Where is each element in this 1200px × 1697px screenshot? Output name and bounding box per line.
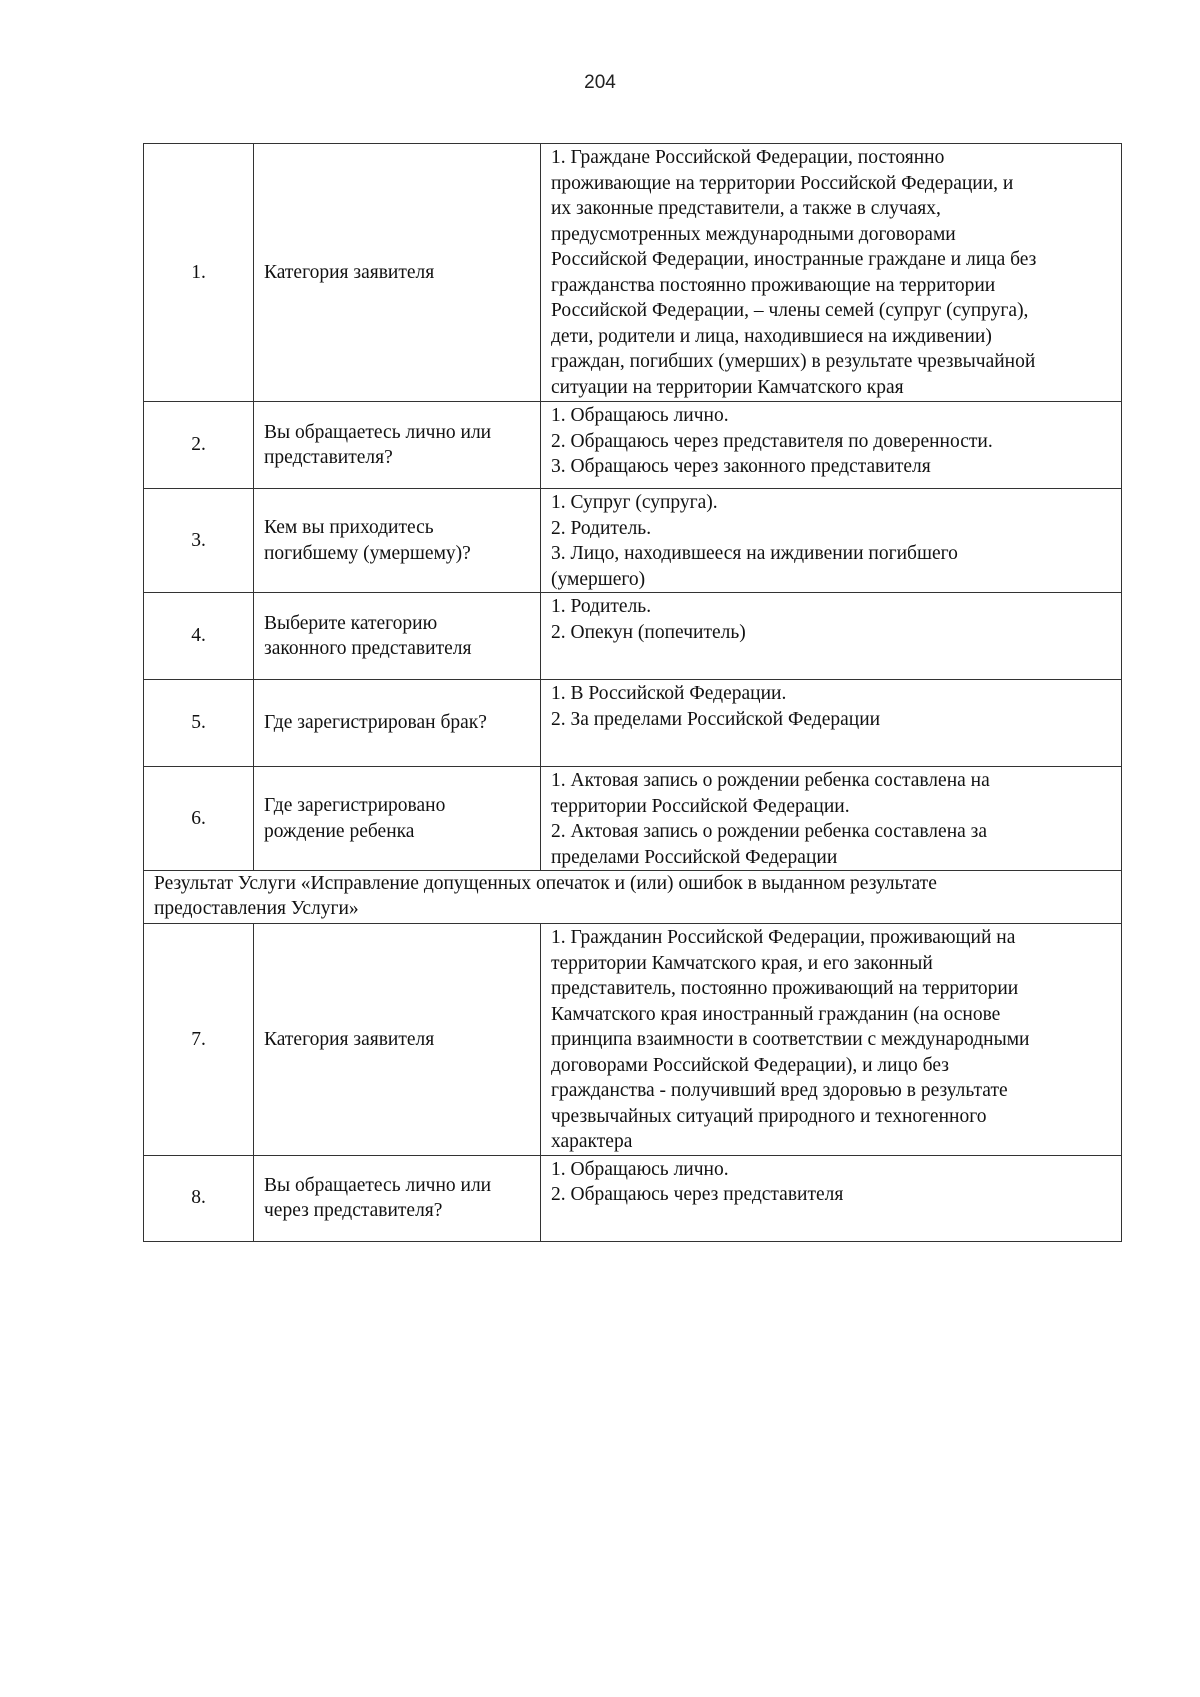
answer-line: 1. Актовая запись о рождении ребенка составлена на [551,770,990,791]
answer-line: 1. Гражданин Российской Федерации, проживающий на [551,927,1016,948]
answer-cell [541,489,1122,593]
answer-line: 3. Обращаюсь через законного представителя [551,456,931,477]
question-line: через представителя? [264,1200,443,1221]
page-number: 204 [584,72,616,93]
answer-line: территории Камчатского края, и его законный [551,952,933,974]
answer-cell [541,593,1122,680]
row-number: 8. [144,1155,254,1241]
question-cell [254,144,541,402]
question-line: Вы обращаетесь лично или [264,421,492,443]
answer-line: пределами Российской Федерации [551,846,838,868]
answer-line: принципа взаимности в соответствии с международными [551,1029,1030,1050]
row-number: 2. [144,402,254,489]
row-number: 3. [144,489,254,593]
section-heading-line: Результат Услуги «Исправление допущенных опечаток и (или) ошибок в выданном результате [154,873,937,894]
answer-line: 2. Актовая запись о рождении ребенка составлена за [551,821,988,842]
answer-line: территории Российской Федерации. [551,795,850,817]
table-row [144,924,1122,1156]
question-cell [254,767,541,871]
answer-line: их законные представители, а также в случаях, [551,198,941,219]
question-cell [254,402,541,489]
question-line: Где зарегистрировано [264,795,446,816]
question-cell [254,680,541,767]
question-cell [254,489,541,593]
answer-line: 2. Обращаюсь через представителя по доверенности. [551,430,993,452]
question-line: Вы обращаетесь лично или [264,1174,492,1196]
question-line: Выберите категорию [264,612,438,634]
answer-line: Камчатского края иностранный гражданин (на основе [551,1003,1001,1025]
answer-line: 2. Опекун (попечитель) [551,621,746,643]
answer-cell [541,1155,1122,1241]
answer-line: 1. Граждане Российской Федерации, постоянно [551,147,945,168]
table-row [144,402,1122,489]
row-number: 4. [144,593,254,680]
answer-line: предусмотренных международными договорами [551,223,956,245]
question-cell [254,1155,541,1241]
answer-line: 2. За пределами Российской Федерации [551,708,881,730]
answer-line: 1. Супруг (супруга). [551,492,718,513]
section-heading [144,871,1122,924]
table-row [144,593,1122,680]
answer-line: 3. Лицо, находившееся на иждивении погибшего [551,543,958,564]
answer-cell [541,767,1122,871]
answer-line: 2. Обращаюсь через представителя [551,1184,844,1205]
answer-line: дети, родители и лица, находившиеся на иждивении) [551,325,992,347]
question-line: Где зарегистрирован брак? [264,712,487,734]
answer-line: характера [551,1131,633,1152]
table-row [144,1155,1122,1241]
answer-line: 2. Родитель. [551,517,652,539]
answer-line: ситуации на территории Камчатского края [551,376,904,398]
criteria-table [143,143,1122,1242]
answer-line: 1. Обращаюсь лично. [551,405,729,426]
question-line: погибшему (умершему)? [264,542,471,564]
row-number: 7. [144,924,254,1156]
question-line: законного представителя [264,638,472,659]
row-number: 6. [144,767,254,871]
answer-line: Российской Федерации, иностранные граждане и лица без [551,249,1037,270]
answer-cell [541,402,1122,489]
table-row [144,767,1122,871]
question-line: Категория заявителя [264,261,435,283]
answer-cell [541,680,1122,767]
answer-line: чрезвычайных ситуаций природного и техногенного [551,1105,987,1127]
answer-line: гражданства - получивший вред здоровью в результате [551,1080,1008,1101]
question-line: представителя? [264,447,393,468]
question-line: рождение ребенка [264,820,415,842]
answer-line: проживающие на территории Российской Федерации, и [551,172,1014,194]
table-row [144,144,1122,402]
table-row [144,489,1122,593]
answer-line: гражданства постоянно проживающие на территории [551,274,996,296]
answer-line: 1. Обращаюсь лично. [551,1158,729,1180]
question-cell [254,924,541,1156]
row-number: 5. [144,680,254,767]
answer-line: граждан, погибших (умерших) в результате чрезвычайной [551,351,1036,372]
section-heading-line: предоставления Услуги» [154,898,359,919]
question-line: Кем вы приходитесь [264,517,434,538]
section-heading-row [144,871,1122,924]
table-row [144,680,1122,767]
answer-line: договорами Российской Федерации), и лицо без [551,1054,949,1076]
answer-line: представитель, постоянно проживающий на территории [551,978,1019,999]
answer-line: 1. Родитель. [551,596,652,617]
question-line: Категория заявителя [264,1028,435,1050]
row-number: 1. [144,144,254,402]
answer-line: Российской Федерации, – члены семей (супруг (супруга), [551,300,1029,321]
answer-cell [541,144,1122,402]
answer-cell [541,924,1122,1156]
answer-line: (умершего) [551,568,646,590]
answer-line: 1. В Российской Федерации. [551,683,787,704]
question-cell [254,593,541,680]
